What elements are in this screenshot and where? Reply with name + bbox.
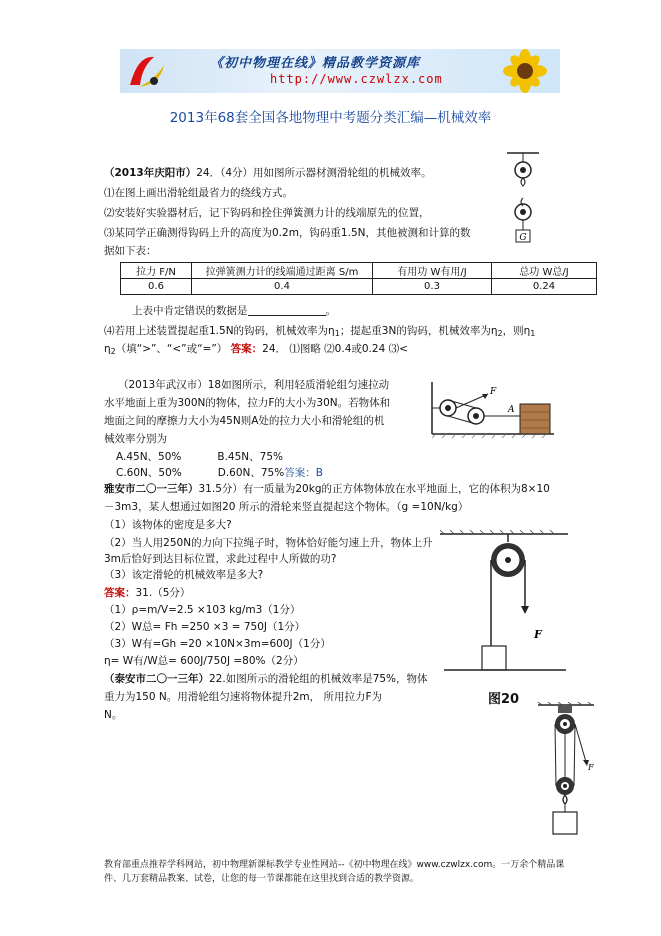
q4-line1 — [104, 672, 428, 686]
q3-line5: 3m后恰好到达目标位置，求此过程中人所做的功? — [104, 553, 337, 565]
q1-answer: 24． ⑴图略 ⑵0.4或0.24 ⑶< — [262, 343, 408, 355]
q3-answer-3: （3）W有=Gh =20 ×10N×3m=600J（1分） — [104, 638, 331, 650]
answer-blank[interactable] — [248, 305, 326, 316]
q3-source: 雅安市二〇一三年） — [104, 483, 199, 495]
q1-part5a: ⑷若用上述装置提起重1.5N的钩码，机械效率为η — [104, 325, 335, 337]
q3-answer-4: η= W有/W总= 600J/750J =80%（2分） — [104, 655, 304, 667]
q1-part2: ⑵安装好实验器材后，记下钩码和拴住弹簧测力计的线端原先的位置， — [104, 207, 430, 219]
q2-line4: 械效率分别为 — [104, 433, 167, 445]
table-header-cell: 拉力 F/N — [121, 263, 192, 279]
option-c: C.60N、50% — [116, 467, 182, 479]
q1-part6 — [104, 342, 408, 359]
q1-pulley-figure — [505, 150, 541, 250]
q3-line1 — [104, 482, 550, 496]
table-cell: 0.3 — [373, 279, 492, 295]
table-header-cell: 有用功 W有用/J — [373, 263, 492, 279]
footer-line2: 件、几万套精品教案、试卷，让您的每一节课都能在这里找到合适的教学资源。 — [104, 874, 420, 884]
q2-options-row2 — [116, 466, 323, 480]
table-cell: 0.4 — [192, 279, 373, 295]
q1-stem — [104, 166, 432, 180]
q1-part4-end: 。 — [325, 305, 336, 317]
q2-line1: （2013年武汉市）18如图所示，利用轻质滑轮组匀速拉动 — [118, 379, 390, 391]
q3-answer-1: （1）ρ=m/V=2.5 ×103 kg/m3（1分） — [104, 604, 301, 616]
q3-line6: （3）该定滑轮的机械效率是多大? — [104, 569, 264, 581]
option-b: B.45N、75% — [217, 451, 283, 463]
q1-part6b: （填“>”、“<”或“=”） — [115, 343, 228, 355]
q2-answer: 答案：B — [284, 467, 323, 479]
q1-answer-label: 答案： — [230, 343, 263, 355]
option-d: D.60N、75% — [217, 467, 285, 479]
force-label: F — [534, 628, 542, 641]
q1-part4-text: 上表中肯定错误的数据是 — [132, 305, 248, 317]
q3-line3: （1）该物体的密度是多大? — [104, 519, 232, 531]
q1-source: （2013年庆阳市） — [104, 167, 197, 179]
subscript: 2 — [110, 347, 116, 356]
q2-options-row1 — [116, 450, 283, 464]
table-row — [121, 279, 597, 295]
q1-part5b: ；提起重3N的钩码，机械效率为η — [339, 325, 498, 337]
q3-answer-label: 答案： — [104, 587, 136, 599]
banner-url[interactable]: http://www.czwlzx.com — [270, 72, 443, 86]
q1-stem-text: 24．（4分）用如图所示器材测滑轮组的机械效率。 — [196, 167, 432, 179]
q2-pulley-figure — [428, 380, 556, 442]
table-cell: 0.6 — [121, 279, 192, 295]
subscript: 2 — [497, 329, 503, 338]
page-footer — [104, 858, 624, 886]
q3-answer-score: 31.（5分） — [135, 587, 191, 599]
table-header-row — [121, 263, 597, 279]
table-cell: 0.24 — [492, 279, 597, 295]
q2-line3: 地面之间的摩擦力大小为45N则A处的拉力大小和滑轮组的机 — [104, 415, 385, 427]
banner-title: 《初中物理在线》精品教学资源库 — [210, 56, 421, 71]
subscript: 1 — [530, 329, 536, 338]
option-a: A.45N、50% — [116, 451, 182, 463]
point-a-label: A — [508, 405, 515, 415]
site-logo-icon — [124, 51, 168, 91]
force-label: F — [588, 763, 594, 772]
footer-line1: 教育部重点推荐学科网站，初中物理新课标教学专业性网站--《初中物理在线》www.czwlzx.com。一万余个精品课 — [104, 860, 565, 870]
subscript: 1 — [334, 329, 340, 338]
q3-answer-2: （2）W总= Fh =250 ×3 = 750J（1分） — [104, 621, 306, 633]
fig20-pulley-figure — [440, 530, 570, 690]
q1-part5 — [104, 324, 535, 341]
table-header-cell: 总功 W总/J — [492, 263, 597, 279]
q1-part5c: ，则η — [502, 325, 531, 337]
q4-pulley-figure — [536, 702, 596, 838]
q3-line2: －3m3，某人想通过如图20 所示的滑轮来竖直提起这个物体。（g =10N/kg） — [104, 501, 469, 513]
q4-source: （泰安市二〇一三年） — [104, 673, 209, 685]
q1-data-table — [120, 262, 597, 295]
site-banner — [120, 49, 560, 93]
q3-answer-head — [104, 586, 190, 600]
q3-line1-text: 31.5分）有一质量为20kg的正方体物体放在水平地面上，它的体积为8×10 — [198, 483, 550, 495]
q1-part6a: η — [104, 343, 111, 355]
page-title: 2013年68套全国各地物理中考题分类汇编—机械效率 — [169, 110, 492, 126]
q4-line3: N。 — [104, 709, 123, 721]
q1-part1: ⑴在图上画出滑轮组最省力的绕线方式。 — [104, 187, 293, 199]
weight-label: G — [519, 233, 527, 243]
q3-line4: （2）当人用250N的力向下拉绳子时，物体恰好能匀速上升，物体上升 — [104, 537, 433, 549]
table-header-cell: 拉弹簧测力计的线端通过距离 S/m — [192, 263, 373, 279]
fig20-label: 图20 — [488, 692, 520, 707]
sunflower-icon — [490, 49, 560, 93]
q4-line1-text: 22.如图所示的滑轮组的机械效率是75%，物体 — [209, 673, 428, 685]
q1-part3b: 据如下表： — [104, 245, 157, 257]
force-label: F — [490, 387, 497, 397]
q2-line2: 水平地面上重为300N的物体，拉力F的大小为30N。若物体和 — [104, 397, 391, 409]
q1-part4 — [132, 304, 336, 318]
q1-part3a: ⑶某同学正确测得钩码上升的高度为0.2m，钩码重1.5N，其他被测和计算的数 — [104, 227, 471, 239]
q4-line2: 重力为150 N。用滑轮组匀速将物体提升2m， 所用拉力F为 — [104, 691, 383, 703]
